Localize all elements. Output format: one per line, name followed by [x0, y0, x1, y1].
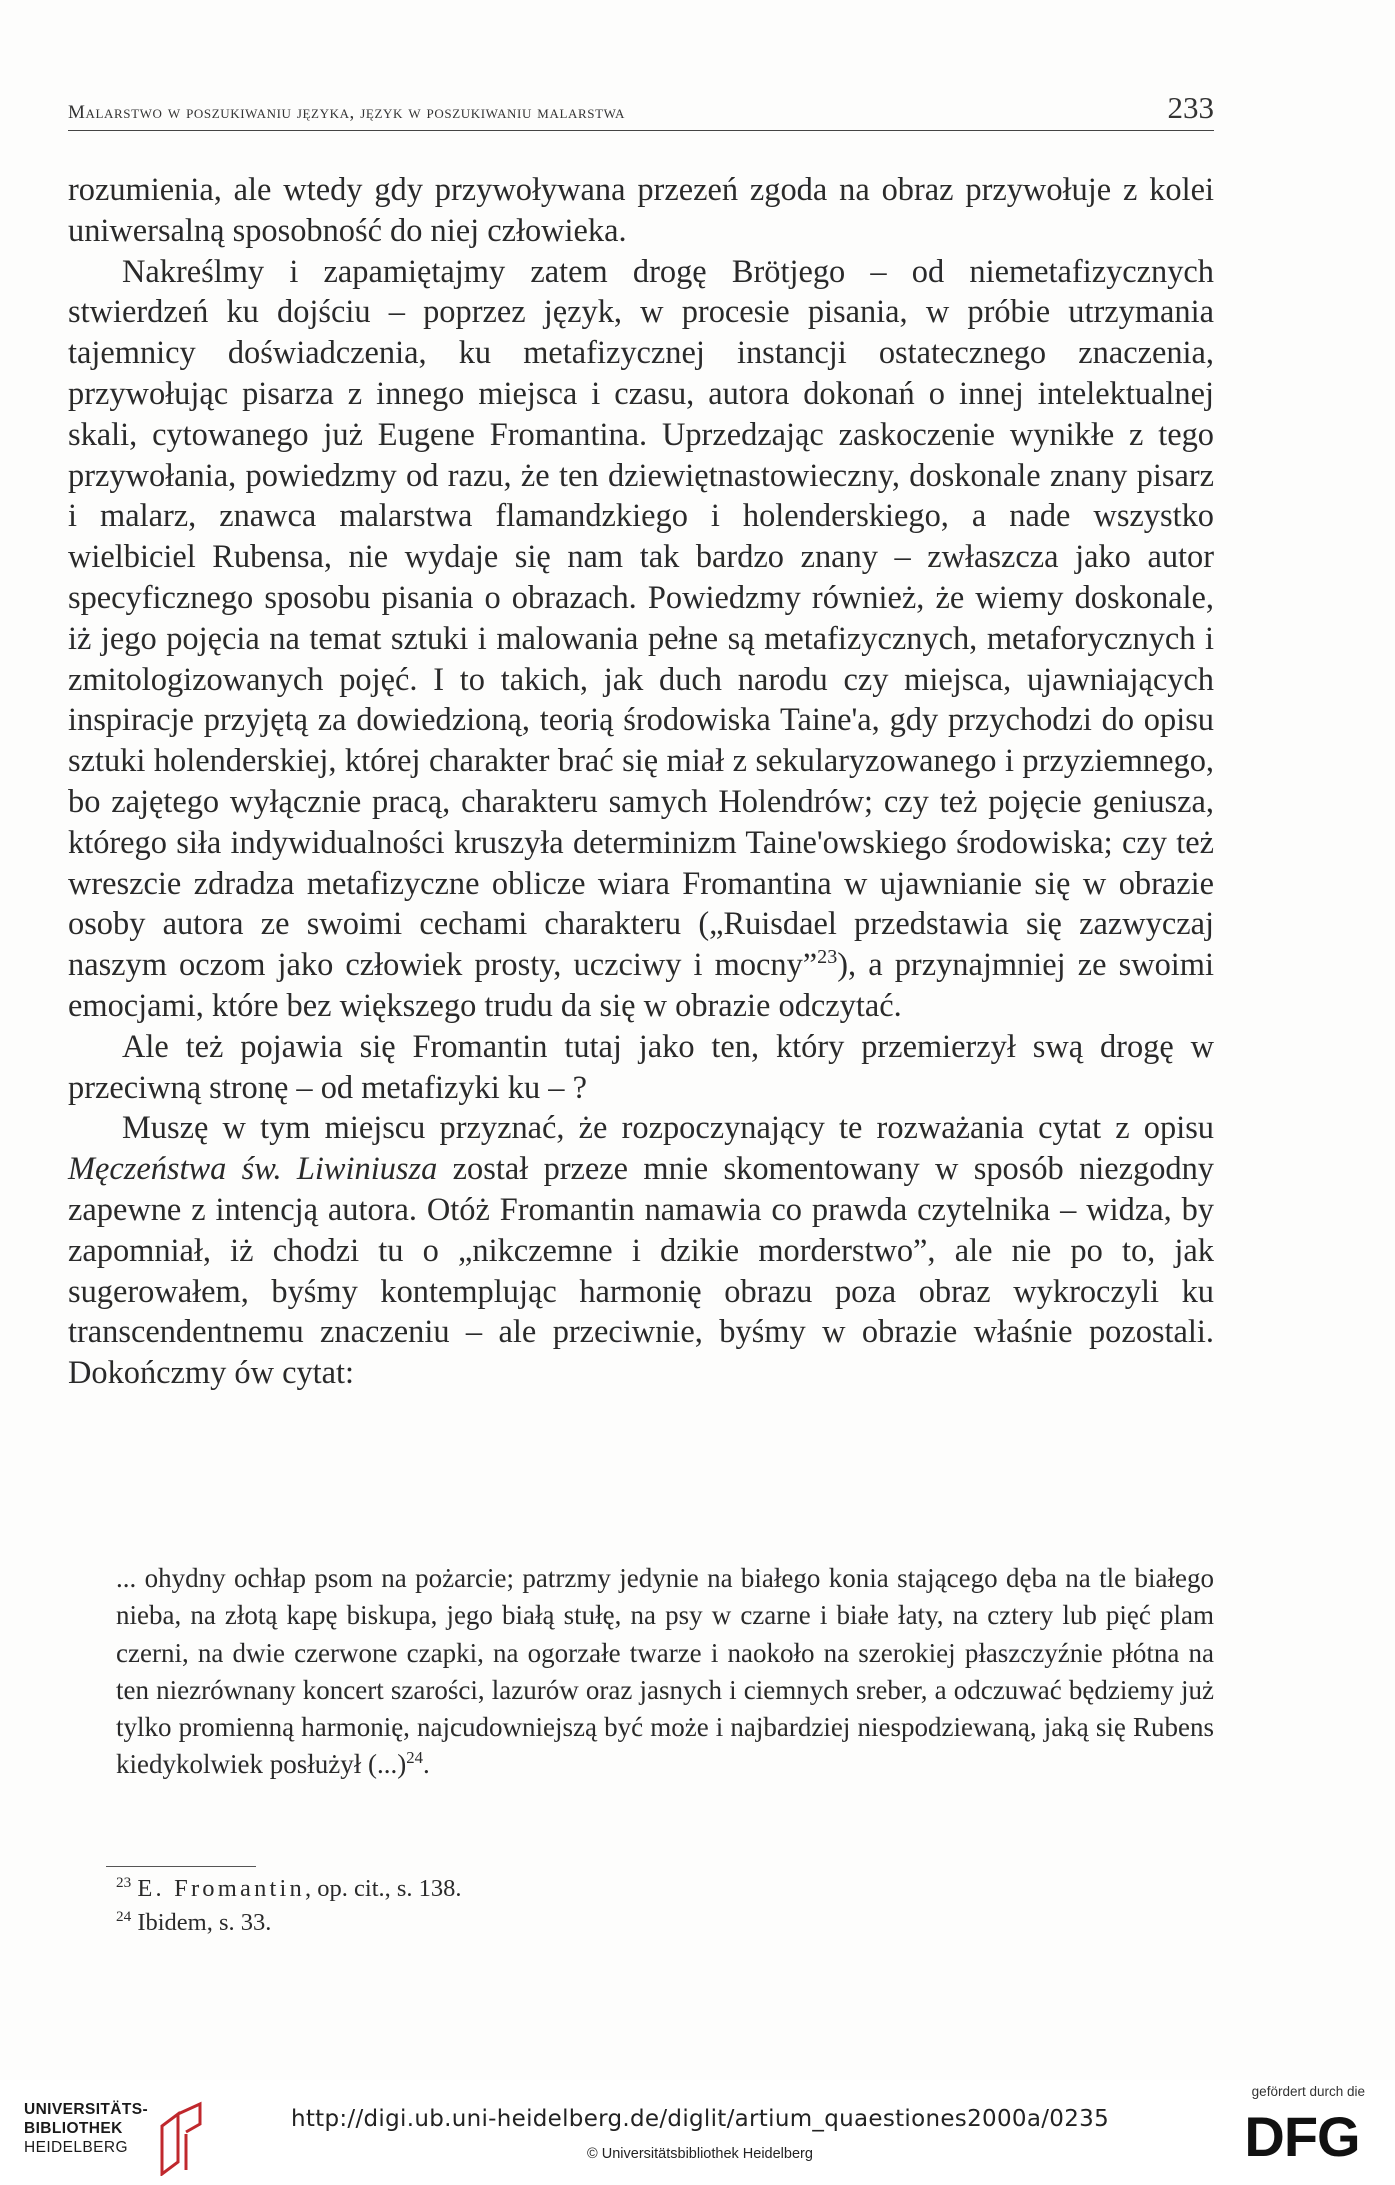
citation-intro-end: został przeze mnie skomentowany w sposób niezgodny zapewne z intencją autora. Otóż Fromantin namawia co prawda czytelnika – widza, by zapomniał, iż chodzi tu o „nikczemne i dzikie morderstwo”, ale nie po to, jak sugerowałem, byśmy kontemplując harmonię obrazu poza obraz wykroczyli ku transcendentnemu znaczeniu – ale przeciwnie, byśmy w obrazie właśnie pozostali. Dokończmy ów cytat: — [68, 1151, 1214, 1392]
library-name-line3: HEIDELBERG — [24, 2139, 128, 2156]
block-quote — [116, 1560, 1214, 1784]
dfg-logo-text: DFG — [1244, 2106, 1360, 2164]
paragraph-fromantin: Ale też pojawia się Fromantin tutaj jako ten, który przemierzył swą drogę w przeciwną stronę – od metafizyki ku – ? — [68, 1028, 1214, 1106]
digitization-footer — [0, 2080, 1395, 2185]
painting-title: Męczeństwa św. Liwiniusza — [68, 1151, 438, 1188]
footnote-ref-24[interactable]: 24 — [406, 1748, 423, 1768]
page-number: 233 — [1167, 90, 1214, 125]
running-title: Malarstwo w poszukiwaniu języka, język w poszukiwaniu malarstwa — [68, 102, 626, 123]
library-name-line2: BIBLIOTHEK — [24, 2120, 123, 2137]
permalink-url[interactable]: http://digi.ub.uni-heidelberg.de/diglit/artium_quaestiones2000a/0235 — [290, 2106, 1110, 2132]
footnote-text: Ibidem, s. 33. — [137, 1909, 272, 1936]
library-name-line1: UNIVERSITÄTS- — [24, 2101, 149, 2118]
paragraph-continuation: rozumienia, ale wtedy gdy przywoływana przezeń zgoda na obraz przywołuje z kolei uniwersalną sposobność do niej człowieka. — [68, 172, 1214, 249]
footnote-text: , op. cit., s. 138. — [305, 1875, 462, 1902]
block-quote-end: . — [422, 1749, 430, 1780]
library-name — [24, 2100, 148, 2157]
block-quote-text: ... ohydny ochłap psom na pożarcie; patrzmy jedynie na białego konia stającego dęba na tle białego nieba, na złotą kapę biskupa, jego białą stułę, na psy w czarne i białe łaty, na cztery lub pięć plam czerni, na dwie czerwone czapki, na ogorzałe twarze i naokoło na szerokiej płaszczyźnie płótna na ten niezrównany koncert szarości, lazurów oraz jasnych i ciemnych sreber, a odczuwać będziemy już tylko promienną harmonię, najcudowniejszą być może i najbardziej niespodziewaną, jaką się Rubens kiedykolwiek posłużył (...) — [116, 1563, 1214, 1780]
paragraph-citation-intro — [68, 1108, 1214, 1394]
library-logo[interactable] — [24, 2100, 244, 2176]
paragraph-brotje-text: Nakreślmy i zapamiętajmy zatem drogę Brötjego – od niemetafizycznych stwierdzeń ku dojściu – poprzez język, w procesie pisania, w próbie utrzymania tajemnicy doświadczenia, ku metafizycznej instancji ostatecznego znaczenia, przywołując pisarza z innego miejsca i czasu, autora dokonań o innej intelektualnej skali, cytowanego już Eugene Fromantina. Uprzedzając zaskoczenie wynikłe z tego przywołania, powiedzmy od razu, że ten dziewiętnastowieczny, doskonale znany pisarz i malarz, znawca malarstwa flamandzkiego i holenderskiego, a nade wszystko wielbiciel Rubensa, nie wydaje się nam tak bardzo znany – zwłaszcza jako autor specyficznego sposobu pisania o obrazach. Powiedzmy również, że wiemy doskonale, iż jego pojęcia na temat sztuki i malowania pełne są metafizycznych, metaforycznych i zmitologizowanych pojęć. I to takich, jak duch narodu czy miejsca, ujawniających inspiracje przyjętą za dowiedzioną, teorią środowiska Taine'a, gdy przychodzi do opisu sztuki holenderskiej, której charakter brać się miał z sekularyzowanego i przyziemnego, bo zajętego wyłącznie pracą, charakteru samych Holendrów; czy też pojęcie geniusza, którego siła indywidualności kruszyła determinizm Taine'owskiego środowiska; czy też wreszcie zdradza metafizyczne oblicze wiara Fromantina w ujawnianie się w obrazie osoby autora ze swoimi cechami charakteru („Ruisdael przedstawia się zazwyczaj naszym oczom jako człowiek prosty, uczciwy i mocny” — [68, 253, 1214, 984]
footnote-number: 24 — [116, 1907, 132, 1925]
footnote-number: 23 — [116, 1873, 132, 1891]
citation-intro-start: Muszę w tym miejscu przyznać, że rozpoczynający te rozważania cytat z opisu — [122, 1110, 1214, 1147]
dfg-logo — [1239, 2106, 1365, 2164]
paragraph-brotje-tail: ), a przynajmniej ze swoimi emocjami, które bez większego trudu da się w obrazie odczytać. — [68, 947, 1214, 1024]
main-text — [68, 170, 1214, 1394]
footnotes — [116, 1872, 916, 1940]
footnote-24 — [116, 1906, 916, 1940]
funding-caption: gefördert durch die — [1251, 2084, 1365, 2099]
footnote-author: E. Fromantin — [137, 1875, 306, 1902]
footnote-ref-23[interactable]: 23 — [817, 946, 838, 969]
library-mark-icon — [156, 2100, 216, 2176]
footnote-divider — [106, 1866, 256, 1867]
copyright-notice: © Universitätsbibliothek Heidelberg — [587, 2146, 813, 2162]
running-header — [68, 90, 1214, 131]
paragraph-brotje — [68, 252, 1214, 1027]
footnote-23 — [116, 1872, 916, 1906]
